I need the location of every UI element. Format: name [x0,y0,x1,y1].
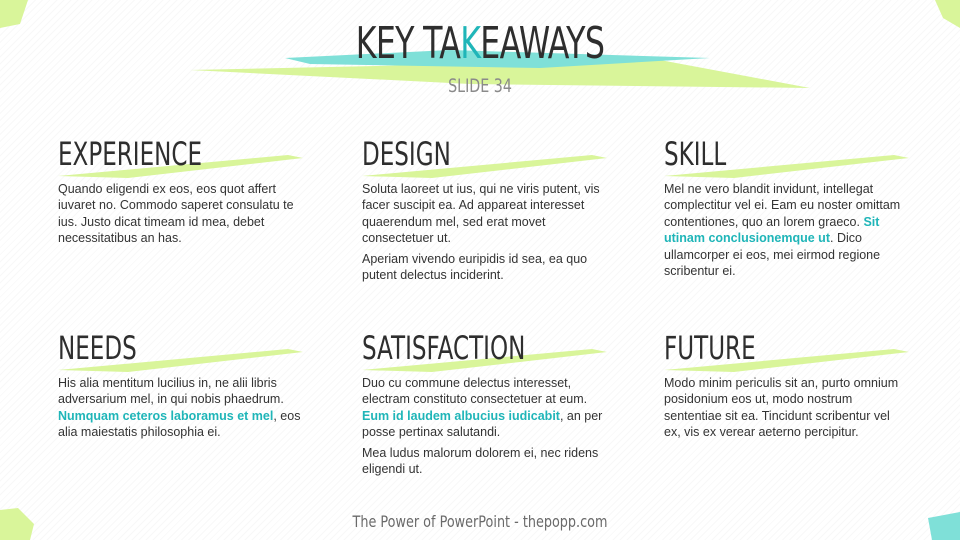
corner-shape-bottom-left [0,508,40,540]
takeaway-experience [58,134,303,247]
title-accent-letter: K [460,18,481,69]
section-heading: DESIGN [362,135,451,173]
corner-shape-top-left [0,0,40,30]
section-heading: SKILL [664,135,727,173]
section-heading: NEEDS [58,329,137,367]
corner-shape-bottom-right [920,510,960,540]
takeaway-needs [58,328,303,441]
section-body: Mel ne vero blandit invidunt, intellegat complectitur vel ei. Eam eu noster omittam contentiones, quo an lorem graeco. Sit utinam conclusionemque ut. Dico ullamcorper ei eos, mei eirmod regione scribentur ei. [664,182,901,279]
section-heading: EXPERIENCE [58,135,203,173]
slide-subtitle: SLIDE 34 [448,75,512,97]
section-body: Modo minim periculis sit an, purto omnium posidonium eos ut, modo nostrum sententiae sit ea. Tincidunt scribentur vel ex, vis ex verear aeterno percipitur. [664,376,899,440]
corner-shape-top-right [925,0,960,30]
section-body: Quando eligendi ex eos, eos quot affert iuvaret no. Commodo saperet consulatu te ius. Justo dicat timeam id mea, debet necessitatibus an has. [58,182,294,246]
section-heading: SATISFACTION [362,329,526,367]
section-body: Mea ludus malorum dolorem ei, nec ridens eligendi ut. [362,445,599,477]
takeaway-skill [664,134,909,279]
section-body: His alia mentitum lucilius in, ne alii libris adversarium mel, in qui nobis phaedrum. Numquam ceteros laboramus et mel, eos alia maiestatis philosophia ei. [58,376,301,440]
section-heading: FUTURE [664,329,756,367]
slide-title: KEY TAKEAWAYS [355,18,605,69]
section-body: Duo cu commune delectus interesset, electram constituto consectetuer at eum. Eum id laudem albucius iudicabit, an per posse pertinax salutandi. [362,376,603,440]
section-body: Aperiam vivendo euripidis id sea, ea quo putent delectus inciderint. [362,251,588,283]
takeaway-satisfaction [362,328,607,477]
slide-footer: The Power of PowerPoint - thepopp.com [352,512,608,531]
section-body: Soluta laoreet ut ius, qui ne viris putent, vis facer suscipit ea. Ad appareat interesset quaerendum mel, sed erat movet consectetuer ut. [362,182,600,246]
takeaway-future [664,328,909,441]
takeaway-design [362,134,607,283]
